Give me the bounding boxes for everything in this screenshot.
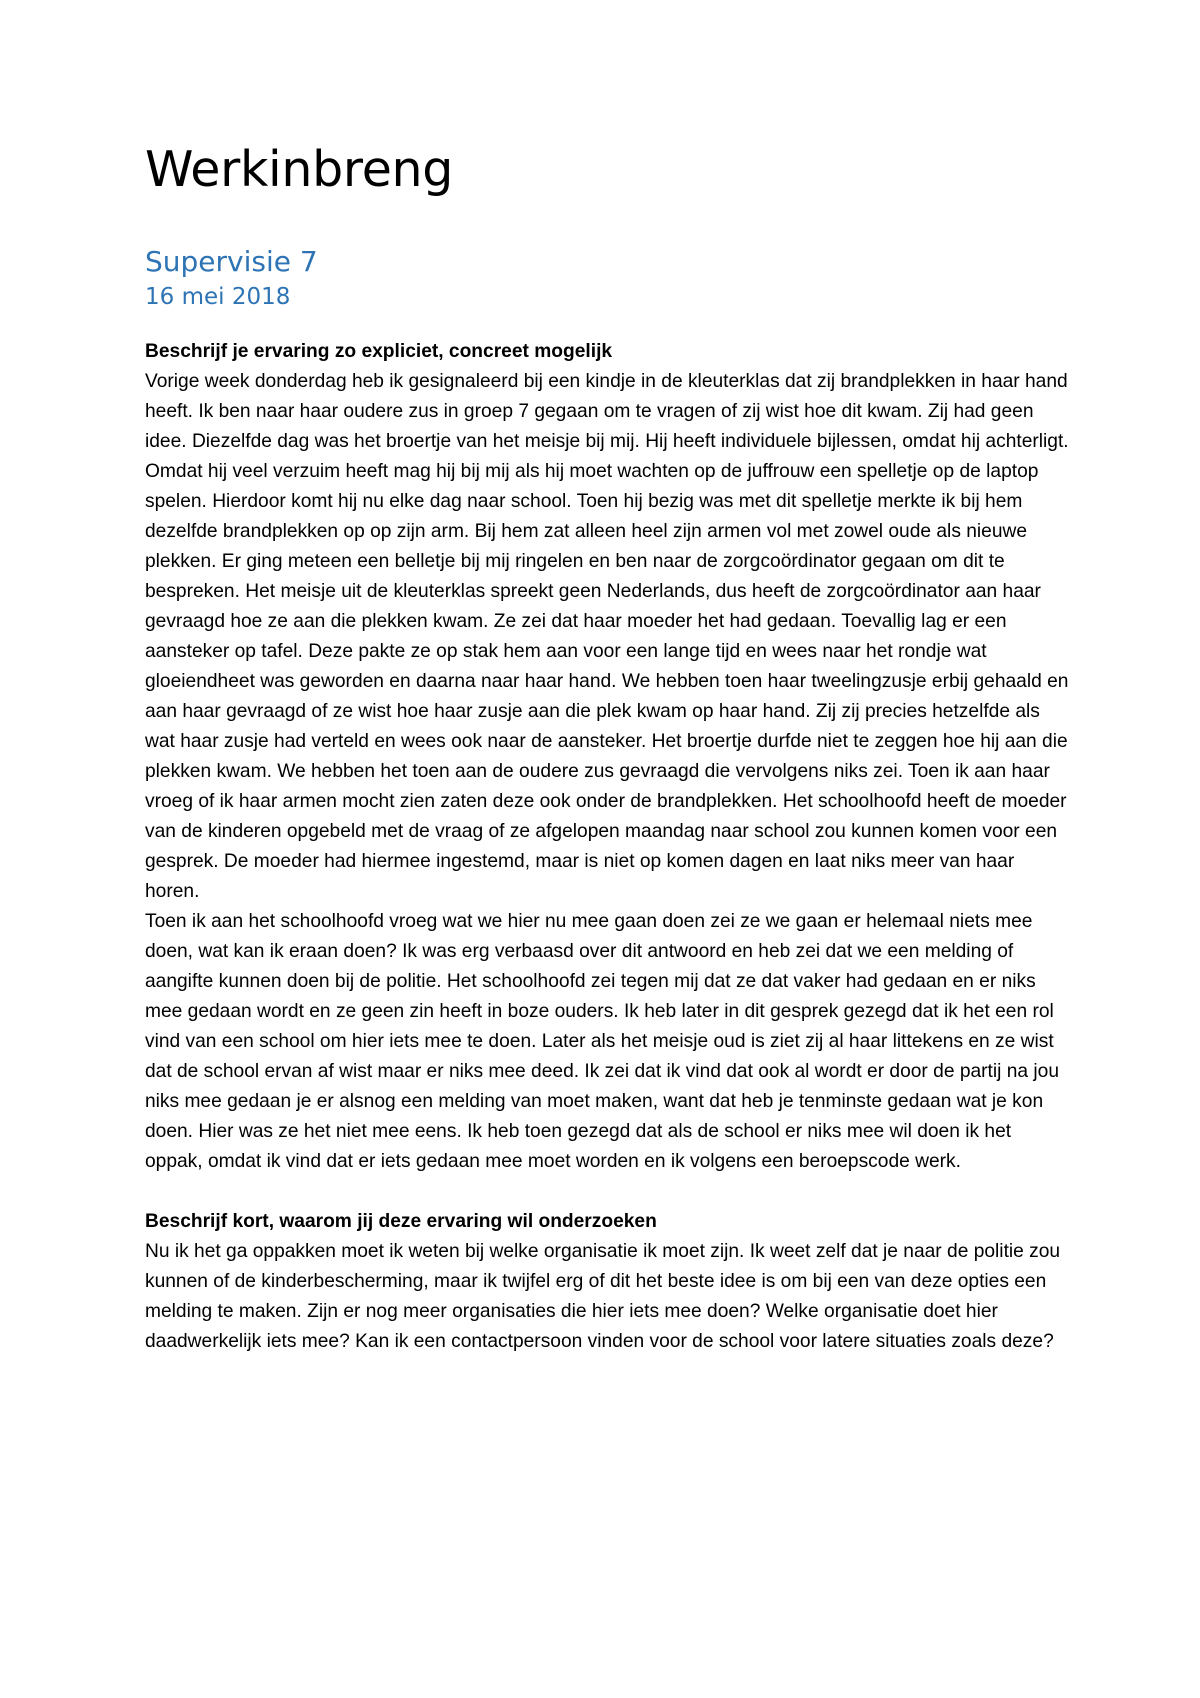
document-subtitle: Supervisie 7 (145, 245, 318, 278)
paragraph: Vorige week donderdag heb ik gesignaleerd bij een kindje in de kleuterklas dat zij brandplekken in haar hand heeft. Ik ben naar haar oudere zus in groep 7 gegaan om te vragen of zij wist hoe dit kwam. Zij had geen idee. Diezelfde dag was het broertje van het meisje bij mij. Hij heeft individuele bijlessen, omdat hij achterligt. Omdat hij veel verzuim heeft mag hij bij mij als hij moet wachten op de juffrouw een spelletje op de laptop spelen. Hierdoor komt hij nu elke dag naar school. Toen hij bezig was met dit spelletje merkte ik bij hem dezelfde brandplekken op op zijn arm. Bij hem zat alleen heel zijn armen vol met zowel oude als nieuwe plekken. Er ging meteen een belletje bij mij ringelen en ben naar de zorgcoördinator gegaan om dit te bespreken. Het meisje uit de kleuterklas spreekt geen Nederlands, dus heeft de zorgcoördinator aan haar gevraagd hoe ze aan die plekken kwam. Ze zei dat haar moeder het had gedaan. Toevallig lag er een aansteker op tafel. Deze pakte ze op stak hem aan voor een lange tijd en wees naar het rondje wat gloeiendheet was geworden en daarna naar haar hand. We hebben toen haar tweelingzusje erbij gehaald en aan haar gevraagd of ze wist hoe haar zusje aan die plek kwam op haar hand. Zij zij precies hetzelfde als wat haar zusje had verteld en wees ook naar de aansteker. Het broertje durfde niet te zeggen hoe hij aan die plekken kwam. We hebben het toen aan de oudere zus gevraagd die vervolgens niks zei. Toen ik aan haar vroeg of ik haar armen mocht zien zaten deze ook onder de brandplekken. Het schoolhoofd heeft de moeder van de kinderen opgebeld met de vraag of ze afgelopen maandag naar school zou kunnen komen voor een gesprek. De moeder had hiermee ingestemd, maar is niet op komen dagen en laat niks meer van haar horen. (145, 371, 1069, 902)
section-experience (145, 337, 1070, 1177)
section-heading: Beschrijf kort, waarom jij deze ervaring wil onderzoeken (145, 1211, 657, 1232)
document-content (145, 140, 1070, 1357)
paragraph: Nu ik het ga oppakken moet ik weten bij welke organisatie ik moet zijn. Ik weet zelf dat je naar de politie zou kunnen of de kinderbescherming, maar ik twijfel erg of dit het beste idee is om bij een van deze opties een melding te maken. Zijn er nog meer organisaties die hier iets mee doen? Welke organisatie doet hier daadwerkelijk iets mee? Kan ik een contactpersoon vinden voor de school voor latere situaties zoals deze? (145, 1241, 1061, 1352)
section-heading: Beschrijf je ervaring zo expliciet, concreet mogelijk (145, 341, 613, 362)
section-motivation (145, 1207, 1070, 1357)
paragraph: Toen ik aan het schoolhoofd vroeg wat we hier nu mee gaan doen zei ze we gaan er helemaal niets mee doen, wat kan ik eraan doen? Ik was erg verbaasd over dit antwoord en heb zei dat we een melding of aangifte kunnen doen bij de politie. Het schoolhoofd zei tegen mij dat ze dat vaker had gedaan en er niks mee gedaan wordt en ze geen zin heeft in boze ouders. Ik heb later in dit gesprek gezegd dat ik het een rol vind van een school om hier iets mee te doen. Later als het meisje oud is ziet zij al haar littekens en ze wist dat de school ervan af wist maar er niks mee deed. Ik zei dat ik vind dat ook al wordt er door de partij na jou niks mee gedaan je er alsnog een melding van moet maken, want dat heb je tenminste gedaan wat je kon doen. Hier was ze het niet mee eens. Ik heb toen gezegd dat als de school er niks mee wil doen ik het oppak, omdat ik vind dat er iets gedaan mee moet worden en ik volgens een beroepscode werk. (145, 911, 1060, 1172)
document-title: Werkinbreng (145, 141, 454, 198)
document-date: 16 mei 2018 (145, 284, 291, 310)
